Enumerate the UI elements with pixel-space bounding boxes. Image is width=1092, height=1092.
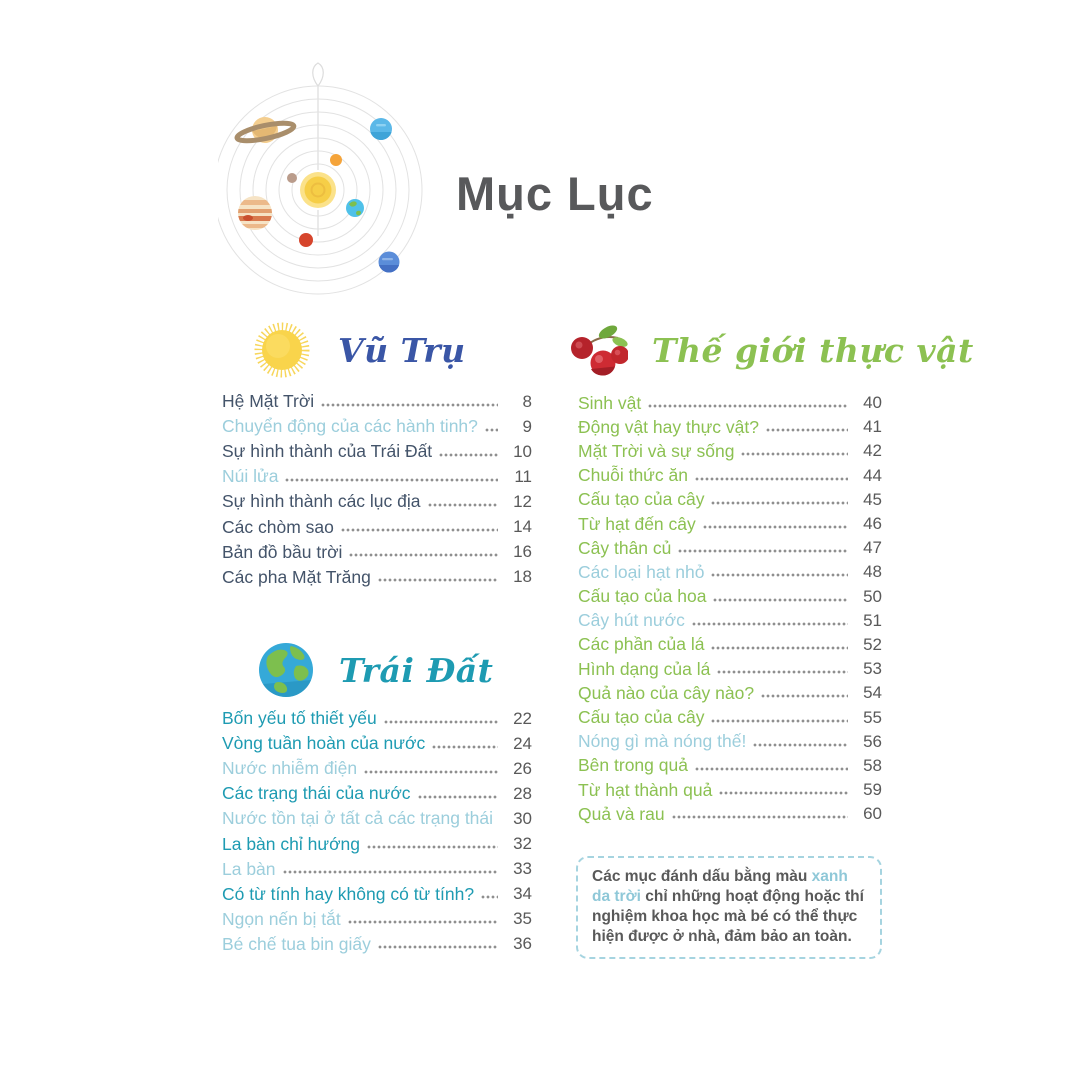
toc-entry xyxy=(578,754,882,778)
toc-entry-label: Các chòm sao xyxy=(222,516,334,537)
toc-entry-label: Cây hút nước xyxy=(578,610,685,631)
toc-entry-page: 53 xyxy=(863,659,882,679)
dot-leader xyxy=(711,492,848,508)
sun-planet xyxy=(300,172,336,208)
toc-entry-label: Hệ Mặt Trời xyxy=(222,391,315,412)
toc-entry xyxy=(578,633,882,657)
toc-entry-page: 35 xyxy=(513,909,532,929)
toc-entry-label: Sinh vật xyxy=(578,392,642,413)
toc-entry-label: Sự hình thành của Trái Đất xyxy=(222,441,433,462)
toc-entry-page: 34 xyxy=(513,884,532,904)
toc-entry-label: Các trạng thái của nước xyxy=(222,783,411,804)
toc-entry-page: 42 xyxy=(863,441,882,461)
toc-entry-label: Bé chế tua bin giấy xyxy=(222,933,371,954)
toc-entry xyxy=(222,831,532,856)
toc-entry-label: Từ hạt thành quả xyxy=(578,779,713,800)
mars-planet xyxy=(299,233,313,247)
toc-entry-page: 26 xyxy=(513,758,532,778)
toc-entry-page: 40 xyxy=(863,393,882,413)
toc-entry xyxy=(578,802,882,826)
toc-list-trai-dat xyxy=(222,706,532,957)
dot-leader xyxy=(418,786,498,802)
toc-entry-label: Núi lửa xyxy=(222,466,279,487)
safety-note xyxy=(576,856,882,959)
dot-leader xyxy=(695,468,848,484)
mercury-planet xyxy=(287,173,297,183)
uranus-planet xyxy=(370,118,392,140)
toc-entry-label: Mặt Trời và sự sống xyxy=(578,440,735,461)
toc-entry-page: 50 xyxy=(863,586,882,606)
dot-leader xyxy=(321,394,498,410)
toc-entry-label: Ngọn nến bị tắt xyxy=(222,908,341,929)
dot-leader xyxy=(672,806,848,822)
toc-entry-page: 52 xyxy=(863,634,882,654)
toc-entry xyxy=(578,439,882,463)
dot-leader xyxy=(711,564,848,580)
toc-entry-label: Cây thân củ xyxy=(578,537,672,558)
dot-leader xyxy=(384,711,498,727)
dot-leader xyxy=(349,544,498,560)
toc-entry-label: La bàn chỉ hướng xyxy=(222,833,361,854)
dot-leader xyxy=(364,761,498,777)
toc-entry xyxy=(578,560,882,584)
toc-entry-label: Động vật hay thực vật? xyxy=(578,416,759,437)
dot-leader xyxy=(741,443,848,459)
dot-leader xyxy=(432,736,498,752)
toc-entry-label: Bản đồ bầu trời xyxy=(222,541,343,562)
safety-note-text-tail: chỉ những hoạt động hoặc thí nghiệm khoa học mà bé có thể thực hiện được ở nhà, đảm bảo an toàn. xyxy=(592,888,864,946)
sun-icon xyxy=(250,318,314,382)
toc-entry xyxy=(222,907,532,932)
dot-leader xyxy=(766,419,848,435)
toc-entry xyxy=(222,932,532,957)
toc-entry-label: Sự hình thành các lục địa xyxy=(222,491,421,512)
toc-entry-page: 14 xyxy=(513,517,532,537)
berries-icon xyxy=(570,322,628,378)
dot-leader xyxy=(378,569,498,585)
toc-entry-page: 30 xyxy=(513,808,532,828)
toc-entry-label: Vòng tuần hoàn của nước xyxy=(222,733,426,754)
toc-list-the-gioi-thuc-vat xyxy=(578,391,882,826)
toc-entry-label: Các phần của lá xyxy=(578,634,705,655)
dot-leader xyxy=(711,710,848,726)
toc-entry xyxy=(222,414,532,439)
section-title: Vũ Trụ xyxy=(338,330,466,370)
toc-entry-label: Cấu tạo của cây xyxy=(578,489,705,510)
dot-leader xyxy=(711,637,848,653)
dot-leader xyxy=(719,782,848,798)
dot-leader xyxy=(285,469,498,485)
toc-entry-label: Nước nhiễm điện xyxy=(222,758,358,779)
toc-entry xyxy=(578,464,882,488)
toc-entry-page: 36 xyxy=(513,934,532,954)
toc-entry-page: 22 xyxy=(513,708,532,728)
safety-note-highlight: xanh da trời xyxy=(592,868,848,906)
toc-entry xyxy=(578,536,882,560)
toc-entry xyxy=(578,415,882,439)
toc-entry-page: 56 xyxy=(863,731,882,751)
section-header-trai-dat xyxy=(258,642,493,699)
dot-leader xyxy=(367,836,498,852)
toc-entry xyxy=(578,705,882,729)
dot-leader xyxy=(481,886,498,902)
dot-leader xyxy=(283,861,498,877)
toc-entry xyxy=(222,514,532,539)
toc-entry-page: 8 xyxy=(522,391,532,411)
toc-entry xyxy=(222,781,532,806)
toc-entry-page: 41 xyxy=(863,417,882,437)
toc-entry-page: 44 xyxy=(863,465,882,485)
toc-entry-label: Các loại hạt nhỏ xyxy=(578,561,705,582)
toc-entry xyxy=(578,488,882,512)
toc-entry-page: 46 xyxy=(863,514,882,534)
safety-note-text: Các mục đánh dấu bằng màu xyxy=(592,868,812,885)
dot-leader xyxy=(692,613,848,629)
dot-leader xyxy=(485,419,498,435)
toc-entry-label: Có từ tính hay không có từ tính? xyxy=(222,883,475,904)
toc-entry xyxy=(578,609,882,633)
dot-leader xyxy=(341,519,498,535)
toc-entry xyxy=(578,512,882,536)
section-title: Trái Đất xyxy=(339,651,494,690)
toc-list-vu-tru xyxy=(222,389,532,590)
toc-entry xyxy=(222,731,532,756)
toc-entry-label: Cấu tạo của cây xyxy=(578,707,705,728)
toc-entry-page: 48 xyxy=(863,562,882,582)
dot-leader xyxy=(717,661,848,677)
toc-entry xyxy=(222,706,532,731)
dot-leader xyxy=(761,685,848,701)
toc-entry-label: La bàn xyxy=(222,858,276,879)
toc-entry xyxy=(222,489,532,514)
toc-entry-page: 16 xyxy=(513,542,532,562)
toc-entry-page: 45 xyxy=(863,489,882,509)
toc-entry-label: Hình dạng của lá xyxy=(578,658,711,679)
toc-entry-label: Bốn yếu tố thiết yếu xyxy=(222,708,377,729)
toc-entry-page: 55 xyxy=(863,707,882,727)
venus-planet xyxy=(330,154,342,166)
toc-entry xyxy=(578,657,882,681)
toc-entry-label: Từ hạt đến cây xyxy=(578,513,696,534)
dot-leader xyxy=(695,758,848,774)
section-title: Thế giới thực vật xyxy=(652,330,974,370)
toc-entry-page: 18 xyxy=(513,567,532,587)
toc-entry-label: Cấu tạo của hoa xyxy=(578,586,707,607)
toc-entry xyxy=(222,857,532,882)
toc-entry xyxy=(578,681,882,705)
toc-entry-label: Chuyển động của các hành tinh? xyxy=(222,416,478,437)
dot-leader xyxy=(439,444,498,460)
toc-entry xyxy=(222,389,532,414)
toc-entry xyxy=(222,806,532,831)
toc-entry-page: 32 xyxy=(513,834,532,854)
neptune-planet xyxy=(379,252,400,273)
toc-entry-page: 9 xyxy=(522,416,532,436)
section-header-the-gioi-thuc-vat xyxy=(570,322,974,378)
dot-leader xyxy=(648,395,848,411)
toc-entry-page: 47 xyxy=(863,538,882,558)
toc-entry xyxy=(222,882,532,907)
toc-entry-label: Chuỗi thức ăn xyxy=(578,465,688,486)
saturn-planet xyxy=(234,111,296,148)
page-title: Mục Lục xyxy=(456,167,654,220)
toc-entry-label: Quả nào của cây nào? xyxy=(578,682,755,703)
toc-entry-page: 59 xyxy=(863,780,882,800)
dot-leader xyxy=(713,589,848,605)
toc-entry-label: Quả và rau xyxy=(578,803,665,824)
dot-leader xyxy=(703,516,848,532)
dot-leader xyxy=(678,540,848,556)
toc-entry-page: 33 xyxy=(513,859,532,879)
toc-entry xyxy=(578,778,882,802)
dot-leader xyxy=(428,494,498,510)
dot-leader xyxy=(378,936,498,952)
dot-leader xyxy=(348,911,498,927)
toc-entry-page: 54 xyxy=(863,683,882,703)
jupiter-planet xyxy=(236,196,276,230)
toc-entry-label: Nước tồn tại ở tất cả các trạng thái xyxy=(222,808,494,829)
toc-entry xyxy=(222,540,532,565)
toc-entry-page: 11 xyxy=(514,466,532,486)
toc-entry xyxy=(578,730,882,754)
toc-entry-page: 60 xyxy=(863,804,882,824)
toc-entry-page: 58 xyxy=(863,755,882,775)
toc-entry-page: 24 xyxy=(513,733,532,753)
solar-system-illustration xyxy=(218,58,434,306)
toc-entry xyxy=(222,439,532,464)
toc-entry xyxy=(222,464,532,489)
toc-entry-label: Nóng gì mà nóng thế! xyxy=(578,731,747,752)
section-header-vu-tru xyxy=(250,318,466,382)
earth-planet xyxy=(346,199,364,217)
toc-entry-page: 51 xyxy=(863,610,882,630)
toc-entry xyxy=(578,585,882,609)
toc-entry-label: Các pha Mặt Trăng xyxy=(222,566,371,587)
toc-entry xyxy=(222,565,532,590)
earth-icon xyxy=(258,642,315,699)
toc-entry-label: Bên trong quả xyxy=(578,755,688,776)
toc-entry-page: 12 xyxy=(513,491,532,511)
toc-entry-page: 10 xyxy=(513,441,532,461)
toc-entry xyxy=(222,756,532,781)
dot-leader xyxy=(753,734,848,750)
toc-entry xyxy=(578,391,882,415)
toc-entry-page: 28 xyxy=(513,783,532,803)
